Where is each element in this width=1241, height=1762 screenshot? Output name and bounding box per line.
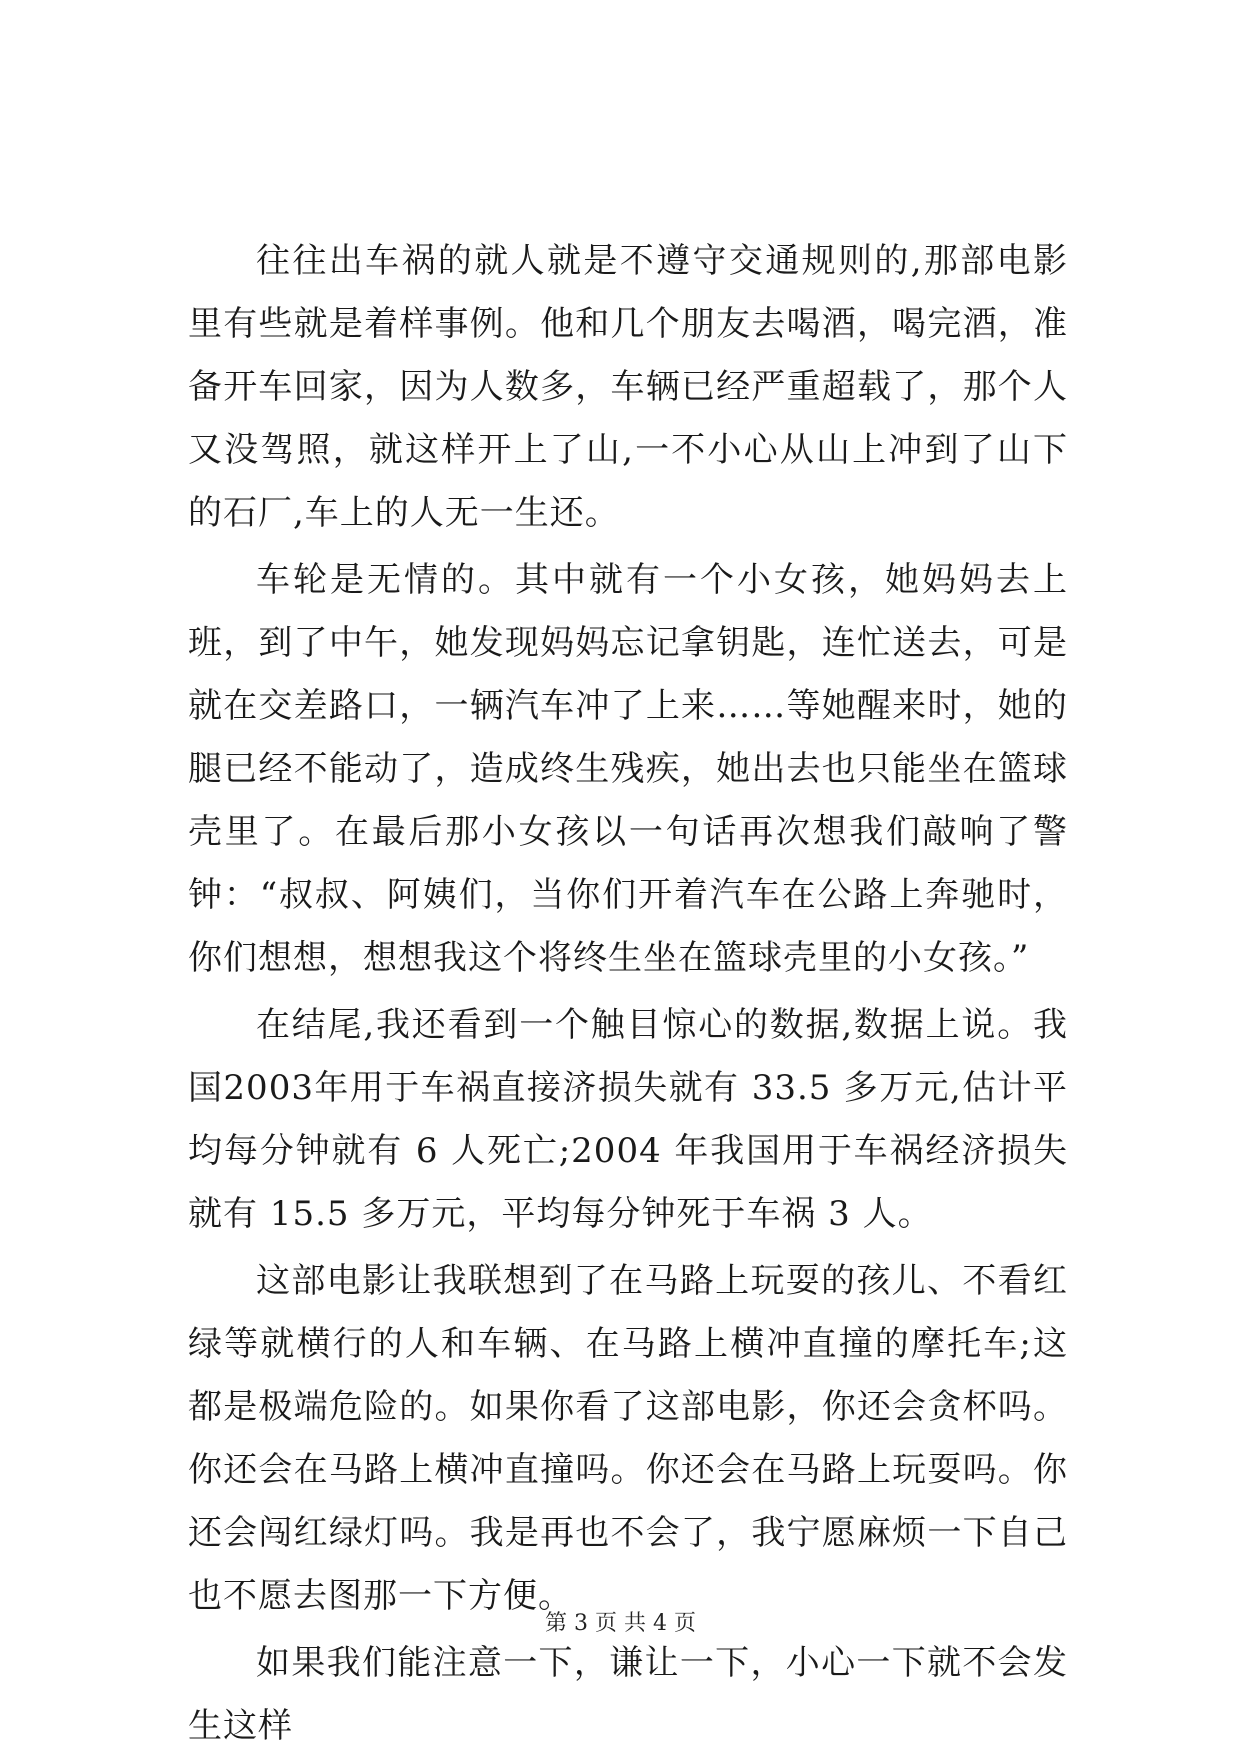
body-text [188, 230, 1068, 1762]
paragraph-3: 在结尾,我还看到一个触目惊心的数据,数据上说。我国2003年用于车祸直接济损失就有 33.5 多万元,估计平均每分钟就有 6 人死亡;2004 年我国用于车祸经济损失就有 15.5 多万元，平均每分钟死于车祸 3 人。 [188, 1005, 1068, 1234]
paragraph-1: 往往出车祸的就人就是不遵守交通规则的,那部电影里有些就是着样事例。他和几个朋友去喝酒，喝完酒，准备开车回家，因为人数多，车辆已经严重超载了，那个人又没驾照，就这样开上了山,一不小心从山上冲到了山下的石厂,车上的人无一生还。 [188, 241, 1068, 533]
paragraph-2: 车轮是无情的。其中就有一个小女孩，她妈妈去上班，到了中午，她发现妈妈忘记拿钥匙，连忙送去，可是就在交差路口，一辆汽车冲了上来……等她醒来时，她的腿已经不能动了，造成终生残疾，她出去也只能坐在篮球壳里了。在最后那小女孩以一句话再次想我们敲响了警钟：“叔叔、阿姨们，当你们开着汽车在公路上奔驰时，你们想想，想想我这个将终生坐在篮球壳里的小女孩。” [188, 560, 1068, 978]
page-footer: 第 3 页 共 4 页 [545, 1611, 696, 1636]
paragraph-5: 如果我们能注意一下，谦让一下，小心一下就不会发生这样 [188, 1643, 1068, 1746]
paragraph-4: 这部电影让我联想到了在马路上玩耍的孩儿、不看红绿等就横行的人和车辆、在马路上横冲直撞的摩托车;这都是极端危险的。如果你看了这部电影，你还会贪杯吗。你还会在马路上横冲直撞吗。你还会在马路上玩耍吗。你还会闯红绿灯吗。我是再也不会了，我宁愿麻烦一下自己也不愿去图那一下方便。 [188, 1261, 1068, 1616]
